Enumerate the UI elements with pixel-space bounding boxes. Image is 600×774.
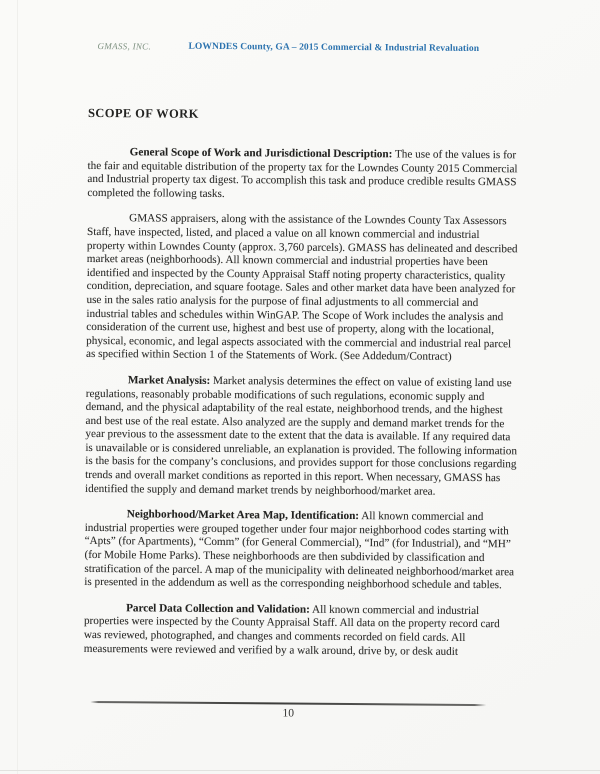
paragraph-lead: Market Analysis: — [127, 374, 211, 387]
paragraph-general-scope — [87, 146, 519, 204]
paragraph-text: The use of the values is for the fair and equitable distribution of the property tax for the Lowndes County 2015 Commercial and Industrial property tax digest. To accomplish this task and produce credible results GMASS completed the following tasks. — [87, 148, 518, 200]
paragraph-text: Market analysis determines the effect on value of existing land use regulations, reasonably probable modifications of such regulations, economic supply and demand, and the physical adaptability of the real estate, neighborhood trends, and the highest and best use of the real estate. Also analyzed are the supply and demand market trends for the year previous to the assessment date to the extent that the data is available. If any required data is unavailable or is considered unreliable, an explanation is provided. The following information is the basis for the company’s conclusions, and provides support for those conclusions regarding trends and overall market conditions as reported in this report. When necessary, GMASS has identified the supply and demand market trends by neighborhood/market area. — [84, 374, 518, 498]
paragraph-text: All known commercial and industrial properties were inspected by the County Appraisal Staff. All data on the property record card was reviewed, photographed, and changes and comments recorded on field cards. All measurements were reviewed and verified by a walk around, drive by, or desk audit — [83, 603, 500, 658]
paragraph-lead: Parcel Data Collection and Validation: — [126, 602, 310, 616]
header-company-name: GMASS, INC. — [97, 41, 152, 52]
paragraph-lead: General Scope of Work and Jurisdictional Description: — [129, 146, 393, 161]
section-heading: SCOPE OF WORK — [87, 105, 199, 121]
paragraph-text: All known commercial and industrial properties were grouped together under four major neighborhood codes starting with “Apts” (for Apartments), “Comm” (for General Commercial), “Ind” (for Industrial), and “MH” (for Mobile Home Parks). These neighborhoods are then subdivided by classification and stratification of the parcel. A map of the municipality with delineated neighborhood/market area is presented in the addendum as well as the corresponding neighborhood schedule and tables. — [84, 510, 515, 592]
footer-divider-line — [90, 701, 486, 706]
header-document-title: LOWNDES County, GA – 2015 Commercial & Industrial Revaluation — [188, 41, 480, 55]
paragraph-parcel-data — [84, 602, 516, 660]
paragraph-lead: Neighborhood/Market Area Map, Identification: — [126, 508, 360, 523]
paragraph-neighborhood-map — [84, 508, 517, 593]
paragraph-gmass-appraisers — [86, 212, 519, 365]
document-body — [84, 146, 520, 672]
paragraph-text: GMASS appraisers, along with the assistance of the Lowndes County Tax Assessors Staff, have inspected, listed, and placed a value on all known commercial and industrial property within Lowndes County (approx. 3,760 parcels). GMASS has delineated and described market areas (neighborhoods). All known commercial and industrial properties have been identified and inspected by the County Appraisal Staff noting property characteristics, quality condition, depreciation, and square footage. Sales and other market data have been analyzed for use in the sales ratio analysis for the purpose of final adjustments to all commercial and industrial tables and schedules within WinGAP. The Scope of Work includes the analysis and consideration of the current use, highest and best use of property, along with the locational, physical, economic, and legal aspects associated with the commercial and industrial real parcel as specified within Section 1 of the Statements of Work. (See Addedum/Contract) — [86, 212, 518, 364]
page-number: 10 — [282, 707, 295, 720]
paragraph-market-analysis — [85, 374, 518, 500]
